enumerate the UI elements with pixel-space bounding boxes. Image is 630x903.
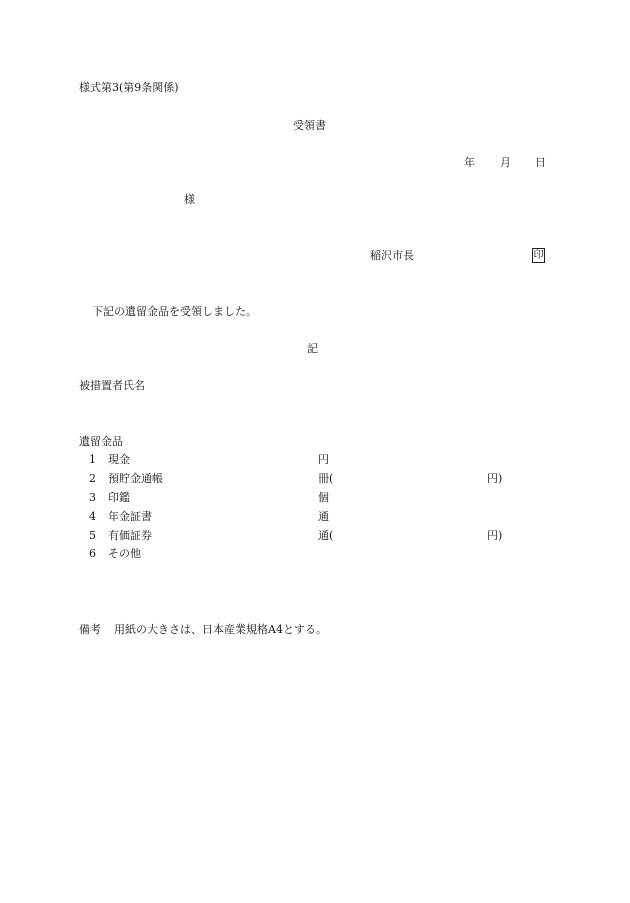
remark-label: 備考: [79, 623, 101, 636]
item-name: その他: [108, 547, 141, 560]
item-number: 4: [89, 510, 96, 523]
item-number: 3: [89, 491, 96, 504]
item-unit: 円: [318, 453, 329, 466]
item-unit: 通: [318, 510, 329, 523]
item-name: 預貯金通帳: [108, 472, 163, 485]
item-name: 有価証券: [108, 529, 152, 542]
item-unit: 冊(: [318, 472, 334, 485]
item-number: 1: [89, 453, 96, 466]
item-name: 現金: [108, 453, 130, 466]
form-number: 様式第3(第9条関係): [79, 81, 179, 94]
issuer-name: 稲沢市長: [370, 249, 414, 262]
date-month-label: 月: [500, 156, 511, 169]
date-year-label: 年: [464, 156, 475, 169]
seal-mark: 印: [533, 250, 544, 261]
document-title: 受領書: [293, 119, 326, 132]
item-amount-close: 円): [487, 529, 503, 542]
item-name: 印鑑: [108, 491, 130, 504]
item-name: 年金証書: [108, 510, 152, 523]
remark-text: 用紙の大きさは、日本産業規格A4とする。: [114, 623, 327, 636]
item-number: 6: [89, 547, 96, 560]
item-number: 2: [89, 472, 96, 485]
item-unit: 個: [318, 491, 329, 504]
items-heading: 遺留金品: [79, 435, 123, 448]
ki-heading: 記: [307, 342, 318, 355]
date-day-label: 日: [535, 156, 546, 169]
statement: 下記の遺留金品を受領しました。: [92, 305, 257, 318]
item-unit: 通(: [318, 529, 334, 542]
item-number: 5: [89, 529, 96, 542]
item-amount-close: 円): [487, 472, 503, 485]
person-name-label: 被措置者氏名: [79, 379, 145, 392]
addressee-suffix: 様: [184, 193, 195, 206]
